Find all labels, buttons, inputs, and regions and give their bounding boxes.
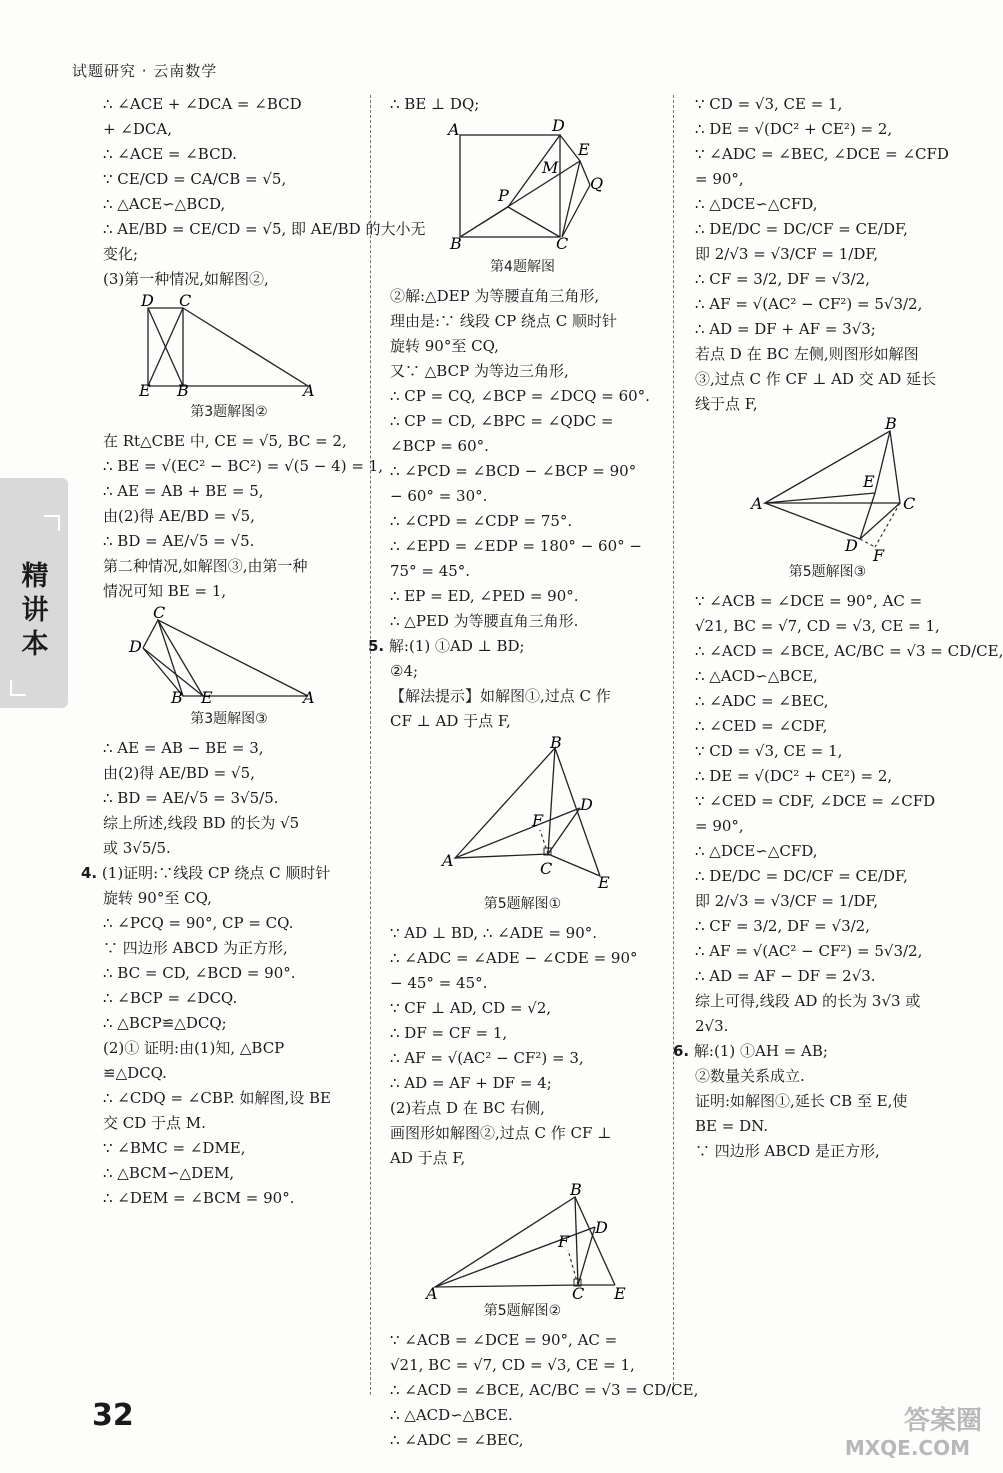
column-divider-2 xyxy=(673,95,674,1395)
text-line: 理由是:∵ 线段 CP 绕点 C 顺时针 xyxy=(390,312,617,330)
text-line: ②解:△DEP 为等腰直角三角形, xyxy=(390,287,600,305)
label-C: C xyxy=(179,291,192,310)
text-line: ∴ ∠EPD = ∠EDP = 180° − 60° − xyxy=(390,537,642,555)
text-line: ∴ EP = ED, ∠PED = 90°. xyxy=(390,587,579,605)
text-line: ∴ ∠CDQ = ∠CBP. 如解图,设 BE xyxy=(103,1089,331,1107)
label-B: B xyxy=(450,234,462,253)
text-line: + ∠DCA, xyxy=(103,120,173,138)
text-line: (2)① 证明:由(1)知, △BCP xyxy=(103,1039,285,1057)
text-line: ∵ ∠BMC = ∠DME, xyxy=(103,1139,246,1157)
label-B: B xyxy=(177,381,189,400)
text-line: 即 2/√3 = √3/CF = 1/DF, xyxy=(695,892,879,910)
text-line: ∴ ∠PCD = ∠BCD − ∠BCP = 90° xyxy=(390,462,637,480)
column-2 xyxy=(368,92,699,1453)
text-line: (3)第一种情况,如解图②, xyxy=(103,270,269,288)
label-P: P xyxy=(498,186,509,205)
text-line: 由(2)得 AE/BD = √5, xyxy=(103,507,255,525)
text-line: 第二种情况,如解图③,由第一种 xyxy=(103,557,308,575)
figure-5-1 xyxy=(390,733,630,892)
text-line: ∵ ∠ADC = ∠BEC, ∠DCE = ∠CFD xyxy=(695,145,949,163)
figure-3-3 xyxy=(103,603,323,707)
text-line: ∵ ∠ACB = ∠DCE = 90°, AC = xyxy=(390,1331,618,1349)
question-4-line: (1)证明:∵线段 CP 绕点 C 顺时针 xyxy=(101,864,331,882)
text-line: ②数量关系成立. xyxy=(695,1067,805,1085)
text-line: 又∵ △BCP 为等边三角形, xyxy=(390,362,569,380)
figure-4-caption: 第4题解图 xyxy=(490,259,555,275)
question-5-number: 5. xyxy=(368,637,385,655)
label-E: E xyxy=(598,873,610,892)
label-F: F xyxy=(873,546,885,565)
text-line: ∴ AF = √(AC² − CF²) = 3, xyxy=(390,1049,584,1067)
text-line: (2)若点 D 在 BC 右侧, xyxy=(390,1099,545,1117)
label-B: B xyxy=(550,733,562,752)
text-line: 由(2)得 AE/BD = √5, xyxy=(103,764,255,782)
text-line: = 90°, xyxy=(695,170,744,188)
text-line: 【解法提示】如解图①,过点 C 作 xyxy=(390,687,611,705)
text-line: ∵ ∠CED = CDF, ∠DCE = ∠CFD xyxy=(695,792,936,810)
text-line: ∴ △DCE∽△CFD, xyxy=(695,842,818,860)
question-4-number: 4. xyxy=(81,864,98,882)
text-line: ∴ ∠PCQ = 90°, CP = CQ. xyxy=(103,914,294,932)
label-A: A xyxy=(442,851,454,870)
column-3 xyxy=(673,92,1003,1164)
text-line: ∴ CP = CQ, ∠BCP = ∠DCQ = 60°. xyxy=(390,387,650,405)
label-C: C xyxy=(556,234,569,253)
text-line: ∴ △ACD∽△BCE. xyxy=(390,1406,513,1424)
text-line: ∴ ∠ACD = ∠BCE, AC/BC = √3 = CD/CE, xyxy=(695,642,1003,660)
label-D: D xyxy=(580,795,593,814)
watermark-url: MXQE.COM xyxy=(844,1436,970,1460)
text-line: ∴ ∠BCP = ∠DCQ. xyxy=(103,989,238,1007)
label-A: A xyxy=(751,494,763,513)
text-line: ∴ AD = DF + AF = 3√3; xyxy=(695,320,876,338)
label-B: B xyxy=(885,414,897,433)
text-line: ∴ AD = AF + DF = 4; xyxy=(390,1074,552,1092)
text-line: 或 3√5/5. xyxy=(103,839,171,857)
text-line: ∴ DE = √(DC² + CE²) = 2, xyxy=(695,767,893,785)
text-line: √21, BC = √7, CD = √3, CE = 1, xyxy=(695,617,940,635)
text-line: ∴ ∠CPD = ∠CDP = 75°. xyxy=(390,512,573,530)
figure-3-2-caption: 第3题解图② xyxy=(190,404,268,420)
text-line: ∴ △BCM∽△DEM, xyxy=(103,1164,235,1182)
text-line: BE = DN. xyxy=(695,1117,769,1135)
figure-5-3 xyxy=(695,414,935,565)
label-C: C xyxy=(153,603,166,622)
text-line: CF ⊥ AD 于点 F, xyxy=(390,712,511,730)
side-tab-label: 精讲本 xyxy=(21,561,49,660)
text-line: ∵ 四边形 ABCD 为正方形, xyxy=(103,939,288,957)
text-line: ∴ DE/DC = DC/CF = CE/DF, xyxy=(695,220,908,238)
label-F: F xyxy=(558,1232,570,1251)
label-E: E xyxy=(201,688,213,707)
figure-5-2 xyxy=(390,1175,630,1303)
label-D: D xyxy=(595,1218,608,1237)
text-line: = 90°, xyxy=(695,817,744,835)
text-line: ∵ CF ⊥ AD, CD = √2, xyxy=(390,999,552,1017)
side-bracket-top xyxy=(44,515,60,531)
label-B: B xyxy=(570,1180,582,1199)
text-line: 综上所述,线段 BD 的长为 √5 xyxy=(103,814,300,832)
text-line: ∴ △ACD∽△BCE, xyxy=(695,667,818,685)
text-line: ∴ △PED 为等腰直角三角形. xyxy=(390,612,579,630)
text-line: ∴ BC = CD, ∠BCD = 90°. xyxy=(103,964,296,982)
column-divider-1 xyxy=(370,95,371,1395)
text-line: AD 于点 F, xyxy=(390,1149,466,1167)
text-line: 旋转 90°至 CQ, xyxy=(390,337,499,355)
text-line: ∴ AF = √(AC² − CF²) = 5√3/2, xyxy=(695,295,923,313)
text-line: ∴ ∠ADC = ∠BEC, xyxy=(695,692,829,710)
label-A: A xyxy=(426,1284,438,1303)
figure-5-3-caption: 第5题解图③ xyxy=(788,564,867,580)
text-line: ∵ CE/CD = CA/CB = √5, xyxy=(103,170,287,188)
figure-5-2-caption: 第5题解图② xyxy=(483,1303,562,1319)
text-line: ∴ AE = AB − BE = 3, xyxy=(103,739,264,757)
text-line: 线于点 F, xyxy=(695,395,758,413)
text-line: ∵ CD = √3, CE = 1, xyxy=(695,742,843,760)
figure-3-3-caption: 第3题解图③ xyxy=(190,711,268,727)
text-line: ∴ △ACE∽△BCD, xyxy=(103,195,226,213)
text-line: ∠BCP = 60°. xyxy=(390,437,489,455)
label-B: B xyxy=(171,688,183,707)
text-line: ∵ CD = √3, CE = 1, xyxy=(695,95,843,113)
text-line: ∴ △BCP≌△DCQ; xyxy=(103,1014,227,1032)
label-M: M xyxy=(542,158,559,177)
text-line: ∴ △DCE∽△CFD, xyxy=(695,195,818,213)
text-line: ∴ BE = √(EC² − BC²) = √(5 − 4) = 1, xyxy=(103,457,383,475)
question-6-line: 解:(1) ①AH = AB; xyxy=(693,1042,828,1060)
question-6-number: 6. xyxy=(673,1042,690,1060)
figure-3-2 xyxy=(103,291,315,400)
text-line: 在 Rt△CBE 中, CE = √5, BC = 2, xyxy=(103,432,347,450)
text-line: ∴ ∠DEM = ∠BCM = 90°. xyxy=(103,1189,295,1207)
text-line: ∴ DE = √(DC² + CE²) = 2, xyxy=(695,120,893,138)
label-D: D xyxy=(552,116,565,135)
text-line: 证明:如解图①,延长 CB 至 E,使 xyxy=(695,1092,908,1110)
text-line: ∴ AD = AF − DF = 2√3. xyxy=(695,967,876,985)
text-line: 画图形如解图②,过点 C 作 CF ⊥ xyxy=(390,1124,612,1142)
text-line: ∴ CF = 3/2, DF = √3/2, xyxy=(695,270,870,288)
text-line: 情况可知 BE = 1, xyxy=(103,582,227,600)
text-line: ②4; xyxy=(390,662,419,680)
text-line: ∵ AD ⊥ BD, ∴ ∠ADE = 90°. xyxy=(390,924,598,942)
text-line: 若点 D 在 BC 左侧,则图形如解图 xyxy=(695,345,919,363)
label-Q: Q xyxy=(590,174,604,193)
label-A: A xyxy=(303,688,315,707)
text-line: ∴ BE ⊥ DQ; xyxy=(390,95,480,113)
page-number: 32 xyxy=(92,1398,134,1433)
side-bracket-bottom xyxy=(10,680,26,696)
text-line: ∴ ∠ACE = ∠BCD. xyxy=(103,145,237,163)
text-line: 2√3. xyxy=(695,1017,729,1035)
text-line: ∴ AE/BD = CE/CD = √5, 即 AE/BD 的大小无 xyxy=(103,220,426,238)
label-F: F xyxy=(532,811,544,830)
label-E: E xyxy=(863,472,875,491)
text-line: 75° = 45°. xyxy=(390,562,471,580)
text-line: ∴ ∠ACE + ∠DCA = ∠BCD xyxy=(103,95,302,113)
text-line: 旋转 90°至 CQ, xyxy=(103,889,212,907)
text-line: ∵ ∠ACB = ∠DCE = 90°, AC = xyxy=(695,592,923,610)
text-line: ≌△DCQ. xyxy=(103,1064,167,1082)
text-line: ∴ CF = 3/2, DF = √3/2, xyxy=(695,917,870,935)
label-E: E xyxy=(614,1284,626,1303)
page-header: 试题研究 · 云南数学 xyxy=(72,62,218,80)
text-line: √21, BC = √7, CD = √3, CE = 1, xyxy=(390,1356,635,1374)
text-line: − 45° = 45°. xyxy=(390,974,488,992)
text-line: ∴ ∠ADC = ∠ADE − ∠CDE = 90° xyxy=(390,949,638,967)
label-C: C xyxy=(903,494,916,513)
text-line: ③,过点 C 作 CF ⊥ AD 交 AD 延长 xyxy=(695,370,937,388)
label-C: C xyxy=(540,859,553,878)
text-line: ∴ CP = CD, ∠BPC = ∠QDC = xyxy=(390,412,614,430)
text-line: ∵ 四边形 ABCD 是正方形, xyxy=(695,1142,880,1160)
text-line: ∴ DF = CF = 1, xyxy=(390,1024,508,1042)
label-E: E xyxy=(578,140,590,159)
text-line: ∴ AF = √(AC² − CF²) = 5√3/2, xyxy=(695,942,923,960)
label-D: D xyxy=(141,291,154,310)
text-line: 综上可得,线段 AD 的长为 3√3 或 xyxy=(695,992,921,1010)
text-line: ∴ ∠ADC = ∠BEC, xyxy=(390,1431,524,1449)
label-D: D xyxy=(845,536,858,555)
question-5-line: 解:(1) ①AD ⊥ BD; xyxy=(388,637,525,655)
figure-4 xyxy=(390,116,630,253)
label-A: A xyxy=(448,120,460,139)
text-line: ∴ BD = AE/√5 = √5. xyxy=(103,532,255,550)
text-line: ∴ ∠CED = ∠CDF, xyxy=(695,717,828,735)
label-D: D xyxy=(129,637,142,656)
text-line: ∴ DE/DC = DC/CF = CE/DF, xyxy=(695,867,908,885)
text-line: 即 2/√3 = √3/CF = 1/DF, xyxy=(695,245,879,263)
text-line: ∴ ∠ACD = ∠BCE, AC/BC = √3 = CD/CE, xyxy=(390,1381,699,1399)
label-C: C xyxy=(572,1284,585,1303)
watermark-logo: 答案圈 xyxy=(903,1406,982,1436)
label-A: A xyxy=(303,381,315,400)
text-line: ∴ AE = AB + BE = 5, xyxy=(103,482,264,500)
label-E: E xyxy=(139,381,151,400)
text-line: 变化; xyxy=(103,245,139,263)
text-line: ∴ BD = AE/√5 = 3√5/5. xyxy=(103,789,279,807)
text-line: − 60° = 30°. xyxy=(390,487,488,505)
text-line: 交 CD 于点 M. xyxy=(103,1114,206,1132)
figure-5-1-caption: 第5题解图① xyxy=(483,896,562,912)
